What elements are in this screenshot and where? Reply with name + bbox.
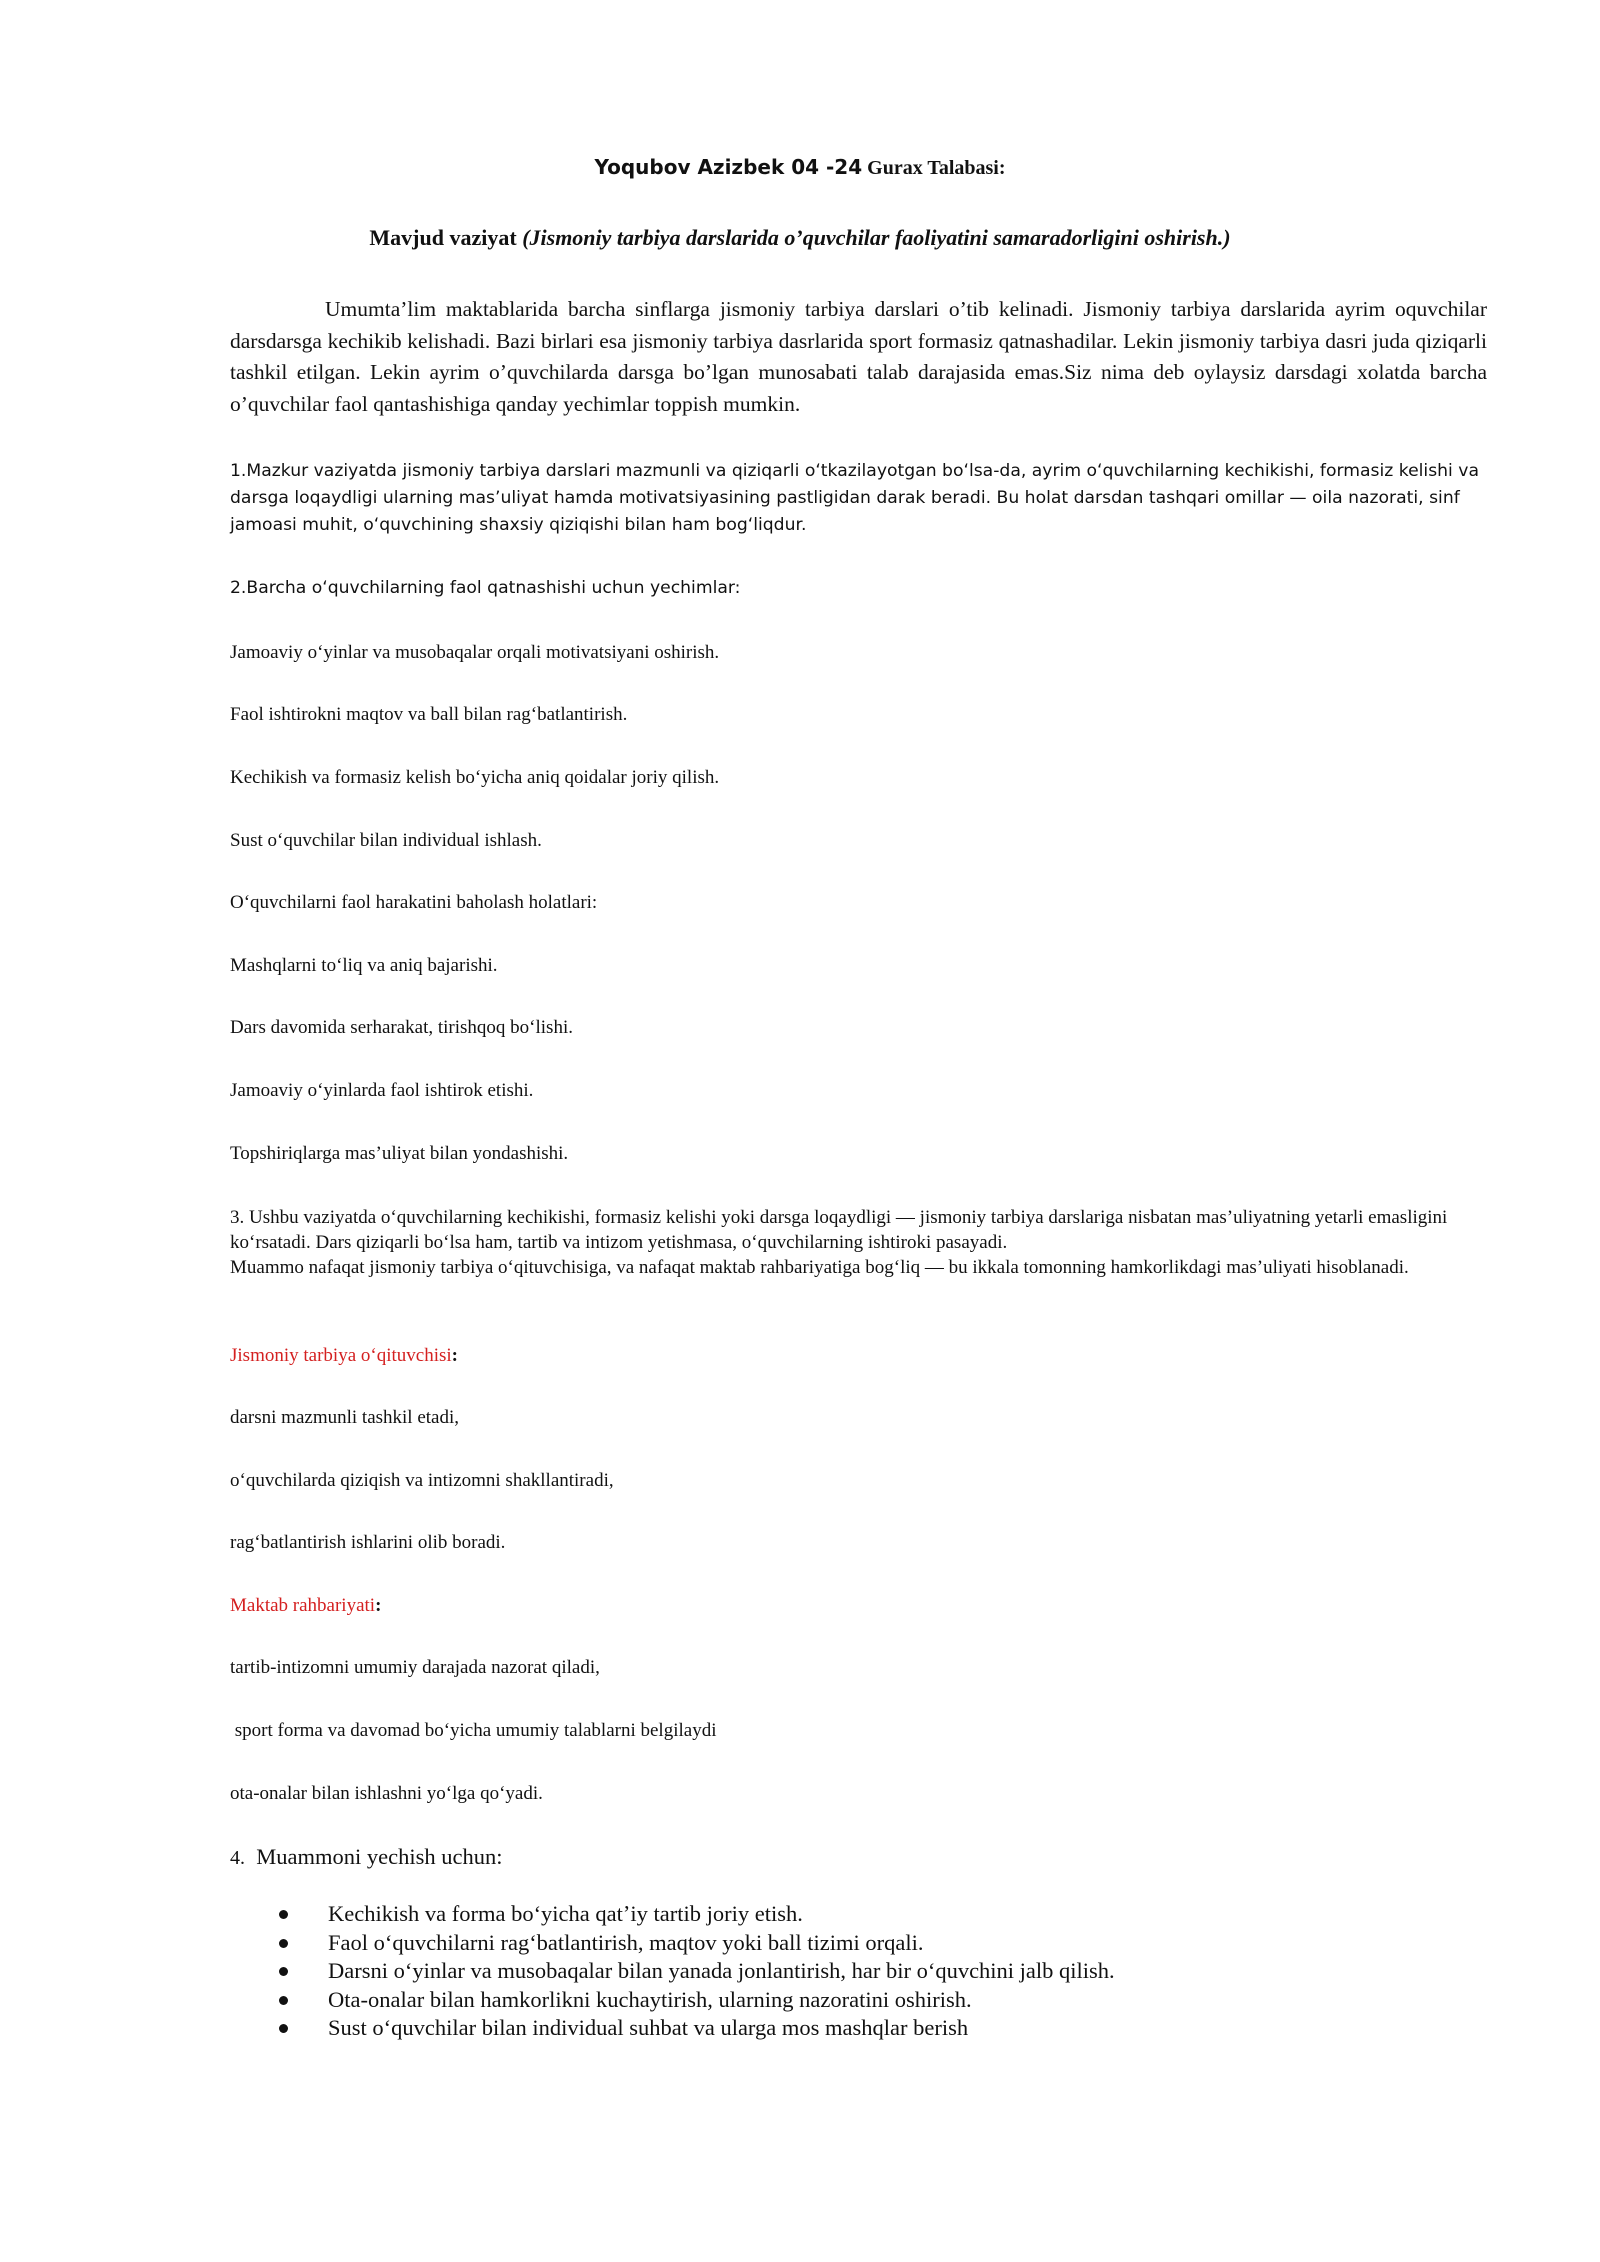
bullet-item bbox=[275, 2014, 1115, 2043]
document-title bbox=[0, 152, 1600, 183]
bullet-text: Ota-onalar bilan hamkorlikni kuchaytirish, ularning nazoratini oshirish. bbox=[328, 1986, 972, 2012]
teacher-colon: : bbox=[451, 1345, 458, 1366]
section-4-number: 4. bbox=[230, 1847, 245, 1869]
section-4-title: Muammoni yechish uchun: bbox=[256, 1844, 503, 1869]
bullet-icon bbox=[279, 1996, 288, 2005]
section-3-line-1: 3. Ushbu vaziyatda oʻquvchilarning kechikishi, formasiz kelishi yoki darsga loqaydligi — jismoniy tarbiya darslariga nisbatan masʼuliyatning yetarli emasligini koʻrsatadi. Dars qiziqarli boʻlsa ham, tartib va intizom yetishmasa, oʻquvchilarning ishtiroki pasayadi. bbox=[230, 1207, 1448, 1253]
bullet-text: Kechikish va forma boʻyicha qatʼiy tartib joriy etish. bbox=[328, 1901, 803, 1926]
teacher-label: Jismoniy tarbiya oʻqituvchisi bbox=[230, 1345, 452, 1366]
teacher-item: darsni mazmunli tashkil etadi, bbox=[230, 1407, 460, 1428]
solution-item: Faol ishtirokni maqtov va ball bilan ragʻbatlantirish. bbox=[230, 704, 628, 725]
section-2-heading: 2.Barcha oʻquvchilarning faol qatnashishi uchun yechimlar: bbox=[230, 578, 741, 598]
section-4-heading bbox=[230, 1842, 502, 1873]
bullet-icon bbox=[279, 1910, 288, 1919]
admin-item: tartib-intizomni umumiy darajada nazorat qiladi, bbox=[230, 1657, 600, 1678]
section-4-bullet-list bbox=[275, 1900, 1115, 2043]
bullet-text: Darsni oʻyinlar va musobaqalar bilan yanada jonlantirish, har bir oʻquvchini jalb qilish. bbox=[328, 1958, 1115, 1983]
intro-text: Umumta’lim maktablarida barcha sinflarga jismoniy tarbiya darslari o’tib kelinadi. Jismoniy tarbiya darslarida ayrim oquvchilar darsdarsga kechikib kelishadi. Bazi birlari esa jismoniy tarbiya dasrlarida sport formasiz qatnashadilar. Lekin jismoniy tarbiya dasri juda qiziqarli tashkil etilgan. Lekin ayrim o’quvchilarda darsga bo’lgan munosabati talab darajasida emas.Siz nima deb oylaysiz darsdagi xolatda barcha o’quvchilar faol qantashishiga qanday yechimlar toppish mumkin. bbox=[230, 297, 1487, 416]
teacher-heading bbox=[230, 1343, 1490, 1368]
bullet-item bbox=[275, 1986, 1115, 2015]
subtitle-lead: Mavjud vaziyat bbox=[369, 225, 517, 250]
teacher-item: oʻquvchilarda qiziqish va intizomni shakllantiradi, bbox=[230, 1470, 614, 1491]
bullet-text: Sust oʻquvchilar bilan individual suhbat va ularga mos mashqlar berish bbox=[328, 2015, 969, 2040]
evaluation-item: Dars davomida serharakat, tirishqoq boʻlishi. bbox=[230, 1017, 573, 1038]
section-1-paragraph: 1.Mazkur vaziyatda jismoniy tarbiya darslari mazmunli va qiziqarli oʻtkazilayotgan boʻlsa-da, ayrim oʻquvchilarning kechikishi, formasiz kelishi va darsga loqaydligi ularning masʼuliyat hamda motivatsiyasining pastligidan darak beradi. Bu holat darsdan tashqari omillar — oila nazorati, sinf jamoasi muhit, oʻquvchining shaxsiy qiziqishi bilan ham bogʻliqdur. bbox=[230, 461, 1479, 535]
bullet-item bbox=[275, 1929, 1115, 1958]
solution-item: Jamoaviy oʻyinlar va musobaqalar orqali motivatsiyani oshirish. bbox=[230, 642, 720, 663]
intro-paragraph bbox=[230, 294, 1487, 420]
admin-item: ota-onalar bilan ishlashni yoʻlga qoʻyadi. bbox=[230, 1783, 543, 1804]
title-name: Yoqubov Azizbek 04 -24 bbox=[594, 155, 863, 179]
evaluation-heading: Oʻquvchilarni faol harakatini baholash holatlari: bbox=[230, 892, 598, 913]
bullet-text: Faol oʻquvchilarni ragʻbatlantirish, maqtov yoki ball tizimi orqali. bbox=[328, 1929, 924, 1955]
teacher-item: ragʻbatlantirish ishlarini olib boradi. bbox=[230, 1532, 506, 1553]
admin-item: sport forma va davomad boʻyicha umumiy talablarni belgilaydi bbox=[230, 1720, 717, 1741]
solution-item: Kechikish va formasiz kelish boʻyicha aniq qoidalar joriy qilish. bbox=[230, 767, 720, 788]
bullet-icon bbox=[279, 1967, 288, 1976]
evaluation-item: Topshiriqlarga masʼuliyat bilan yondashishi. bbox=[230, 1143, 569, 1164]
admin-colon: : bbox=[375, 1595, 382, 1616]
admin-heading bbox=[230, 1593, 1490, 1618]
solution-item: Sust oʻquvchilar bilan individual ishlash. bbox=[230, 830, 542, 851]
subtitle-topic: (Jismoniy tarbiya darslarida o’quvchilar faoliyatini samaradorligini oshirish.) bbox=[522, 225, 1231, 250]
document-subtitle bbox=[0, 222, 1600, 254]
section-3-line-2: Muammo nafaqat jismoniy tarbiya oʻqituvchisiga, va nafaqat maktab rahbariyatiga bogʻliq — bu ikkala tomonning hamkorlikdagi masʼuliyati hisoblanadi. bbox=[230, 1257, 1409, 1278]
bullet-icon bbox=[279, 1939, 288, 1948]
title-group: Gurax Talabasi: bbox=[867, 157, 1006, 179]
evaluation-item: Jamoaviy oʻyinlarda faol ishtirok etishi. bbox=[230, 1080, 534, 1101]
section-3-paragraph bbox=[230, 1205, 1490, 1280]
evaluation-item: Mashqlarni toʻliq va aniq bajarishi. bbox=[230, 955, 498, 976]
admin-label: Maktab rahbariyati bbox=[230, 1595, 376, 1616]
bullet-item bbox=[275, 1900, 1115, 1929]
bullet-icon bbox=[279, 2024, 288, 2033]
bullet-item bbox=[275, 1957, 1115, 1986]
